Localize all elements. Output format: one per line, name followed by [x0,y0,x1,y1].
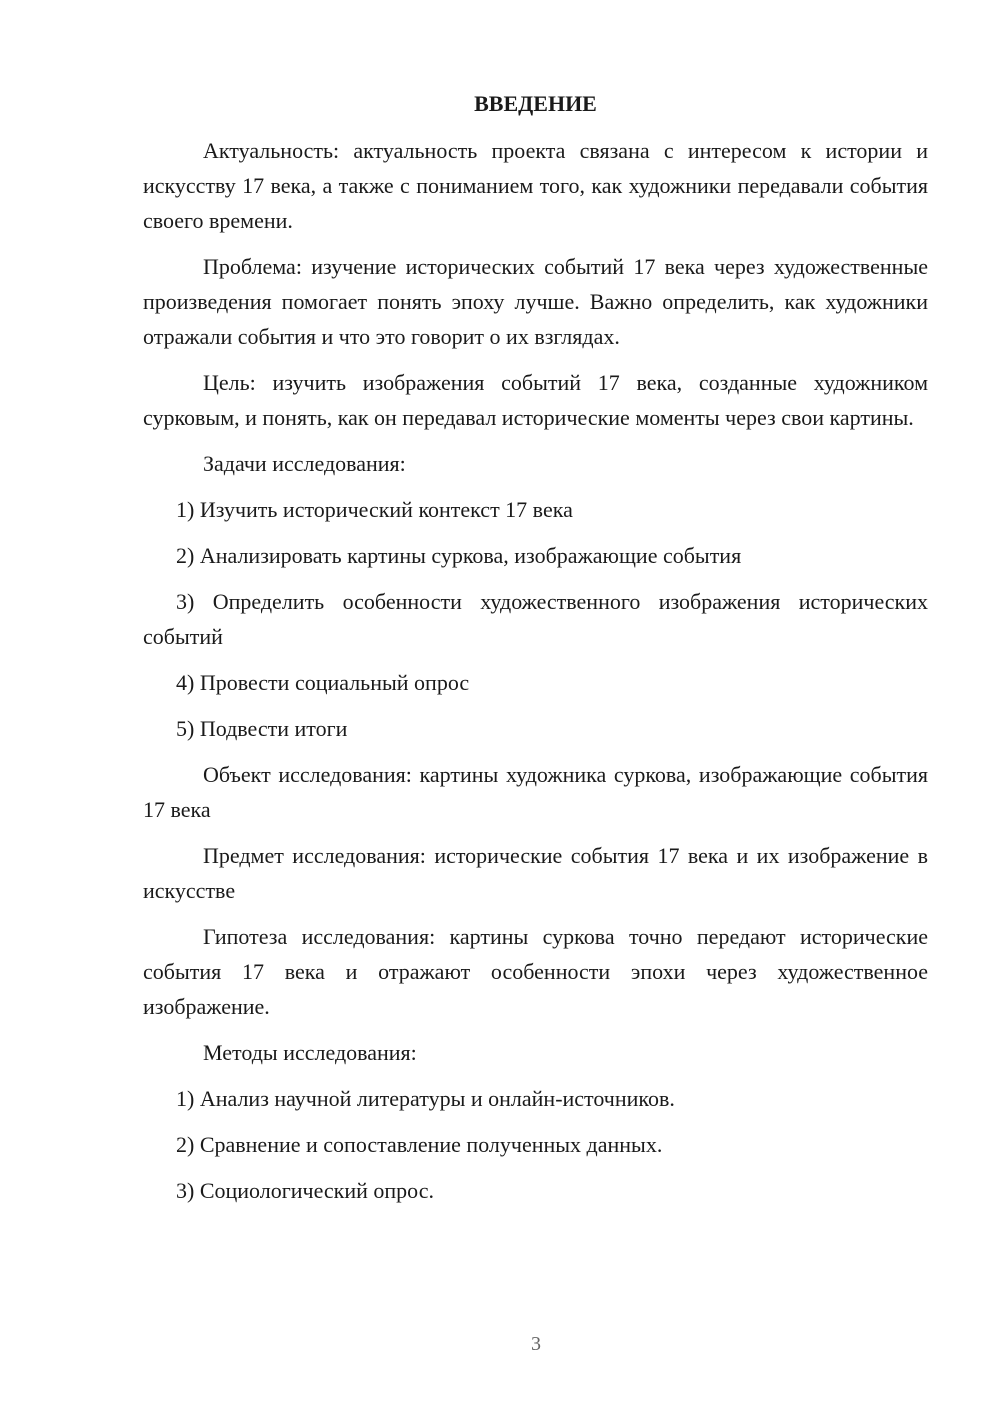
task-item: 3) Определить особенности художественного изображения исторических событий [143,589,928,649]
hypothesis-paragraph: Гипотеза исследования: картины суркова точно передают исторические события 17 века и отражают особенности эпохи через художественное изображение. [143,924,928,1019]
page-number: 3 [531,1333,541,1355]
problem-paragraph: Проблема: изучение исторических событий 17 века через художественные произведения помогает понять эпоху лучше. Важно определить, как художники отражали события и что это говорит о их взглядах. [143,254,928,349]
goal-paragraph: Цель: изучить изображения событий 17 века, созданные художником сурковым, и понять, как он передавал исторические моменты через свои картины. [143,370,928,430]
method-item: 1) Анализ научной литературы и онлайн-источников. [176,1086,675,1111]
methods-label: Методы исследования: [203,1040,417,1065]
method-item: 2) Сравнение и сопоставление полученных данных. [176,1132,663,1157]
object-paragraph: Объект исследования: картины художника суркова, изображающие события 17 века [143,762,928,822]
relevance-paragraph: Актуальность: актуальность проекта связана с интересом к истории и искусству 17 века, а также с пониманием того, как художники передавали события своего времени. [143,138,928,233]
tasks-label: Задачи исследования: [203,451,406,476]
task-item: 2) Анализировать картины суркова, изображающие события [176,543,742,568]
page-title: ВВЕДЕНИЕ [474,91,597,116]
task-item: 4) Провести социальный опрос [176,670,470,695]
task-item: 5) Подвести итоги [176,716,348,741]
document-page [143,90,928,1219]
task-item: 1) Изучить исторический контекст 17 века [176,497,573,522]
subject-paragraph: Предмет исследования: исторические события 17 века и их изображение в искусстве [143,843,928,903]
method-item: 3) Социологический опрос. [176,1178,434,1203]
